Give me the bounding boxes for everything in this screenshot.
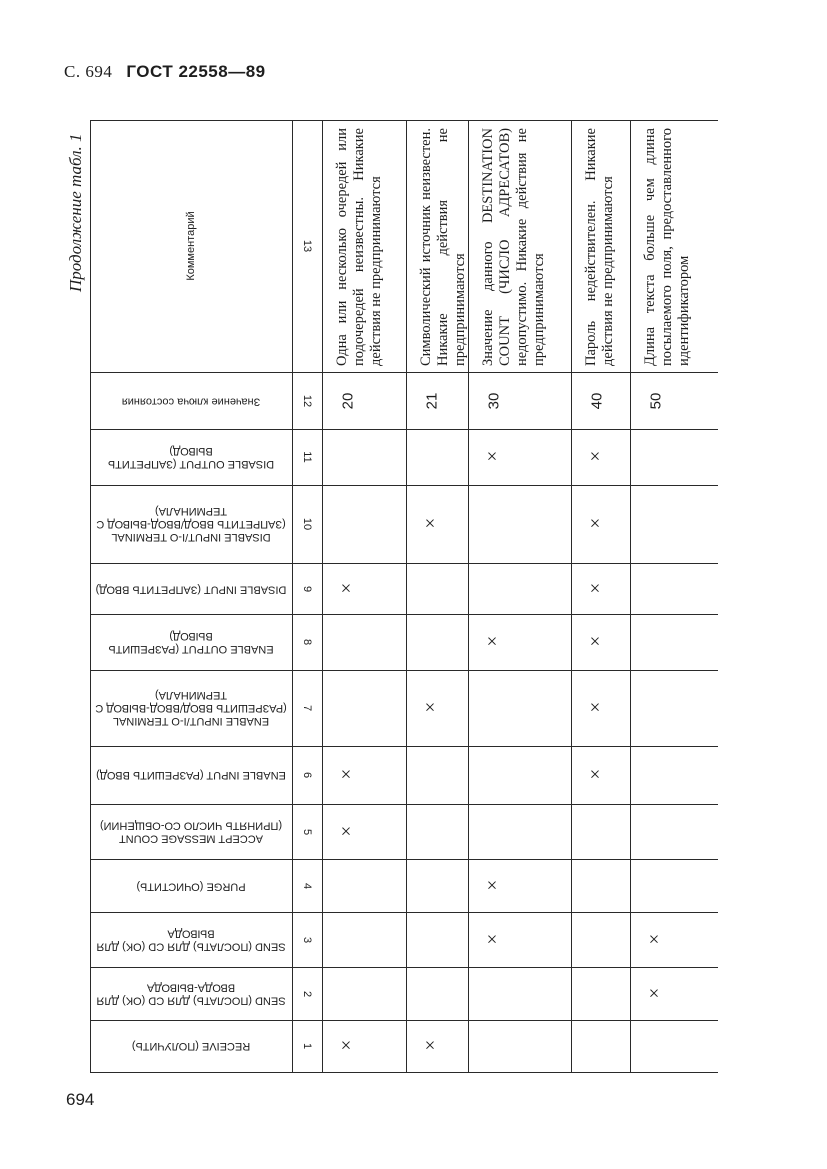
row-divider bbox=[406, 120, 407, 1072]
row-divider bbox=[571, 120, 572, 1072]
column-divider bbox=[90, 563, 718, 564]
column-header-4: PURGE (ОЧИСТИТЬ) bbox=[136, 880, 246, 892]
row-divider bbox=[630, 120, 631, 1072]
column-divider bbox=[90, 670, 718, 671]
status-comment: Значение данного DESTINATION COUNT (ЧИСЛО АДРЕСАТОВ) недопустимо. Никакие действия не предпринимаются bbox=[480, 128, 547, 366]
cross-mark: × bbox=[648, 983, 660, 1004]
cross-mark: × bbox=[589, 764, 601, 786]
column-number-12: 12 bbox=[301, 394, 313, 407]
page-reference: С. 694 bbox=[64, 62, 113, 81]
column-number-2: 2 bbox=[301, 990, 313, 997]
cross-mark: × bbox=[589, 513, 601, 535]
column-header-11: DISABLE OUTPUT (ЗАПРЕТИТЬ ВЫВОД) bbox=[107, 445, 275, 470]
status-code: 21 bbox=[423, 392, 441, 409]
column-header-13: Комментарий bbox=[184, 211, 197, 281]
column-number-10: 10 bbox=[301, 517, 313, 531]
cross-mark: × bbox=[589, 446, 601, 468]
column-divider bbox=[90, 614, 718, 615]
status-comment: Длина текста больше чем длина посылаемого поля, предоставленного идентификатором bbox=[642, 128, 692, 366]
column-header-7: ENABLE INPUT/I-O TERMINAL (РАЗРЕШИТЬ ВВОД/ВВОД-ВЫВОД С ТЕРМИНАЛА) bbox=[95, 689, 287, 728]
continuation-label: Продолжение табл. 1 bbox=[66, 133, 85, 292]
status-code: 50 bbox=[647, 392, 665, 409]
column-header-12: Значение ключа состояния bbox=[121, 395, 261, 407]
status-code: 20 bbox=[339, 392, 357, 409]
status-code: 40 bbox=[588, 392, 606, 409]
column-header-10: DISABLE INPUT/I-O TERMINAL (ЗАПРЕТИТЬ ВВОД/ВВОД-ВЫВОД С ТЕРМИНАЛА) bbox=[96, 505, 286, 544]
cross-mark: × bbox=[589, 578, 601, 599]
cross-mark: × bbox=[340, 821, 352, 842]
column-number-5: 5 bbox=[301, 828, 313, 835]
column-divider bbox=[90, 1020, 718, 1021]
column-header-3: SEND (ПОСЛАТЬ) ДЛЯ CD (OK) ДЛЯ ВЫВОДА bbox=[96, 927, 286, 953]
standard-number: ГОСТ 22558—89 bbox=[126, 62, 266, 81]
cross-mark: × bbox=[589, 697, 601, 719]
column-number-4: 4 bbox=[301, 882, 313, 889]
column-header-6: ENABLE INPUT (РАЗРЕШИТЬ ВВОД) bbox=[96, 769, 286, 782]
column-divider bbox=[90, 912, 718, 913]
cross-mark: × bbox=[340, 578, 352, 599]
cross-mark: × bbox=[648, 929, 660, 950]
column-divider bbox=[90, 967, 718, 968]
cross-mark: × bbox=[424, 513, 436, 535]
table-border-left bbox=[90, 120, 91, 1072]
column-number-1: 1 bbox=[301, 1042, 313, 1050]
header-body-divider bbox=[322, 120, 323, 1072]
column-header-5: ACCEPT MESSAGE COUNT (ПРИНЯТЬ ЧИСЛО СО-ОБЩЕНИИ) bbox=[99, 819, 283, 845]
page-number: 694 bbox=[66, 1090, 95, 1109]
column-divider bbox=[90, 859, 718, 860]
column-divider bbox=[90, 429, 718, 430]
column-number-11: 11 bbox=[301, 451, 313, 463]
cross-mark: × bbox=[486, 631, 498, 653]
column-header-1: RECEIVE (ПОЛУЧИТЬ) bbox=[131, 1040, 251, 1053]
column-number-6: 6 bbox=[301, 771, 313, 779]
status-comment: Одна или несколько очередей или подочередей неизвестны. Никакие действия не предпринимаются bbox=[334, 128, 384, 366]
column-number-13: 13 bbox=[301, 239, 313, 253]
column-divider bbox=[90, 485, 718, 486]
cross-mark: × bbox=[486, 929, 498, 950]
column-number-3: 3 bbox=[301, 936, 313, 943]
header-number-divider bbox=[292, 120, 293, 1072]
cross-mark: × bbox=[486, 446, 498, 468]
column-divider bbox=[90, 372, 718, 373]
column-header-8: ENABLE OUTPUT (РАЗРЕШИТЬ ВЫВОД) bbox=[108, 630, 274, 655]
column-number-8: 8 bbox=[301, 638, 313, 646]
table-border-bottom bbox=[90, 1072, 718, 1073]
column-divider bbox=[90, 804, 718, 805]
cross-mark: × bbox=[340, 764, 352, 786]
cross-mark: × bbox=[340, 1035, 352, 1057]
cross-mark: × bbox=[486, 875, 498, 896]
column-number-7: 7 bbox=[301, 704, 313, 712]
column-header-2: SEND (ПОСЛАТЬ) ДЛЯ CD (OK) ДЛЯ ВВОДА-ВЫВОДА bbox=[96, 981, 286, 1007]
status-comment: Символический источник неизвестен. Никакие действия не предпринимаются bbox=[418, 128, 468, 366]
table-border-top bbox=[90, 120, 718, 121]
column-number-9: 9 bbox=[301, 585, 313, 592]
column-divider bbox=[90, 746, 718, 747]
cross-mark: × bbox=[424, 697, 436, 719]
cross-mark: × bbox=[424, 1035, 436, 1057]
column-header-9: DISABLE INPUT (ЗАПРЕТИТЬ ВВОД) bbox=[95, 583, 287, 595]
cross-mark: × bbox=[589, 631, 601, 653]
status-code: 30 bbox=[485, 392, 503, 409]
status-comment: Пароль недействителен. Никакие действия не предпринимаются bbox=[583, 128, 616, 366]
